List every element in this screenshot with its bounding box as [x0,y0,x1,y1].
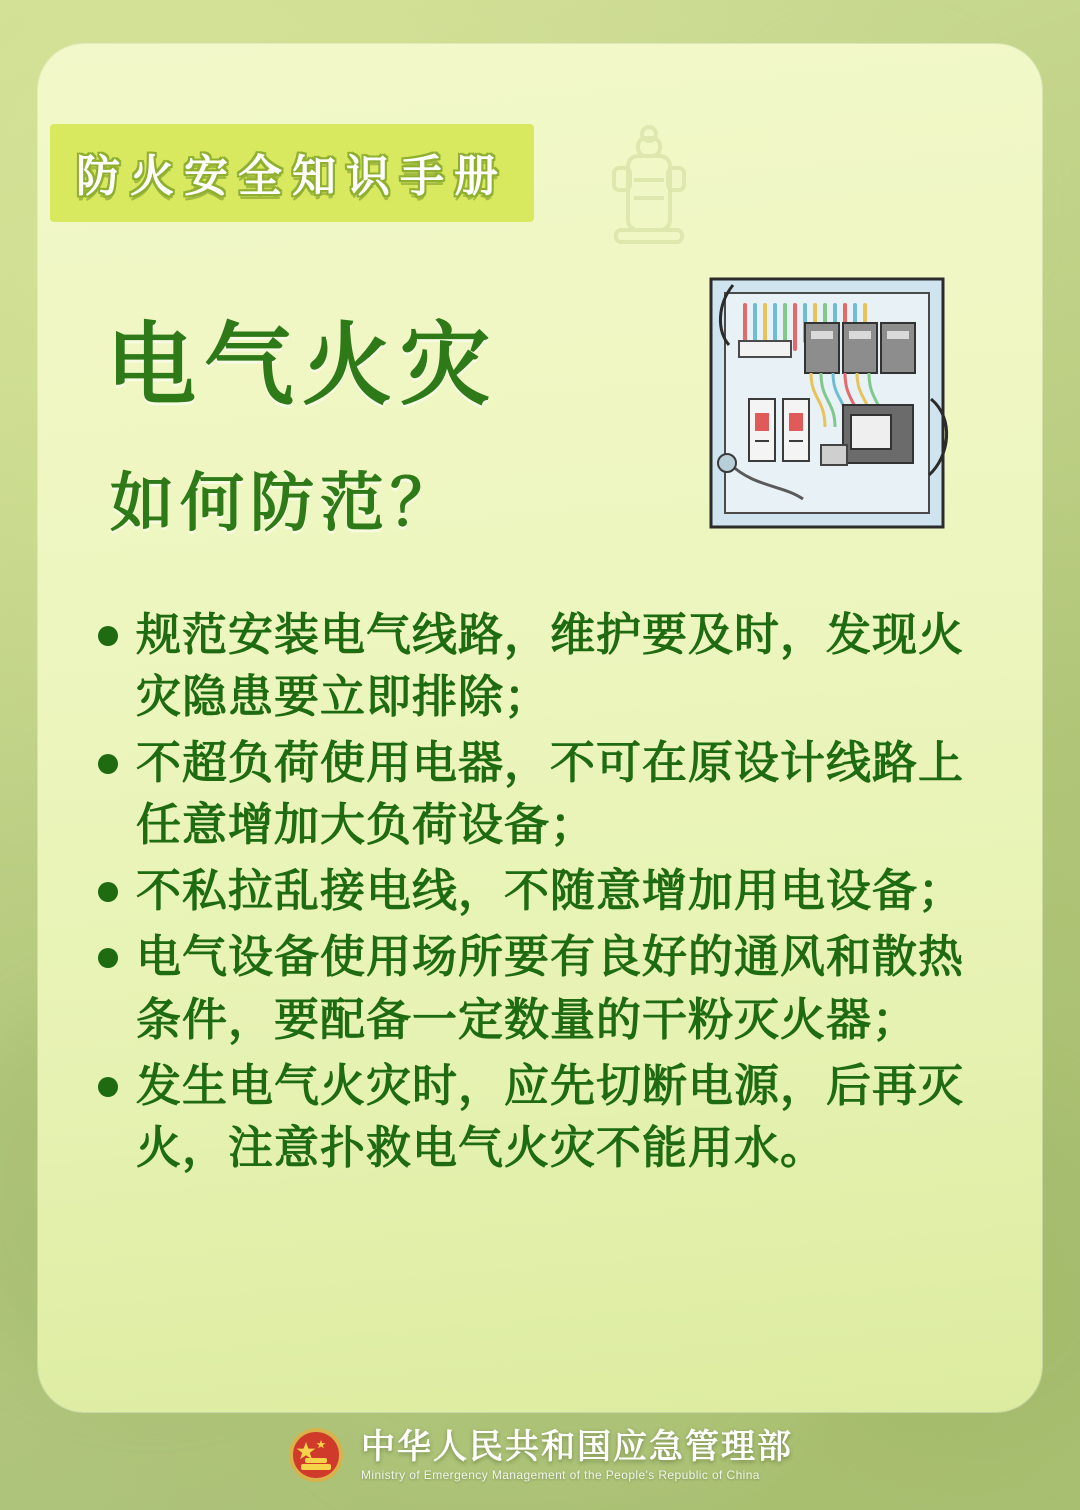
content-card [38,44,1042,1412]
page-subtitle: 如何防范？ [110,467,460,539]
footer-org-name-cn: 中华人民共和国应急管理部 [361,1428,793,1467]
list-item [98,1055,998,1179]
list-item-text: 规范安装电气线路，维护要及时，发现火灾隐患要立即排除； [136,609,965,723]
list-item-text: 电气设备使用场所要有良好的通风和散热条件，要配备一定数量的干粉灭火器； [136,931,965,1045]
list-item [98,926,998,1050]
list-item [98,732,998,856]
bullet-icon [98,1077,118,1097]
bullet-icon [98,754,118,774]
tips-list [98,604,998,1183]
list-item [98,860,998,922]
list-item [98,604,998,728]
badge-label: 防火安全知识手册 [76,152,508,201]
footer-org-block [361,1428,793,1481]
bullet-icon [98,626,118,646]
bullet-icon [98,882,118,902]
footer-org-name-en: Ministry of Emergency Management of the People's Republic of China [361,1467,760,1482]
list-item-text: 不私拉乱接电线，不随意增加用电设备； [136,865,965,917]
national-emblem-icon [287,1426,345,1484]
page-title: 电气火灾 [106,316,498,416]
badge-tag [50,124,534,222]
badge-banner [50,124,534,222]
fire-hydrant-watermark-icon [594,122,704,258]
list-item-text: 发生电气火灾时，应先切断电源，后再灭火，注意扑救电气火灾不能用水。 [136,1059,965,1173]
electrical-panel-illustration [693,249,983,549]
footer [0,1426,1080,1484]
list-item-text: 不超负荷使用电器，不可在原设计线路上任意增加大负荷设备； [136,737,965,851]
bullet-icon [98,948,118,968]
